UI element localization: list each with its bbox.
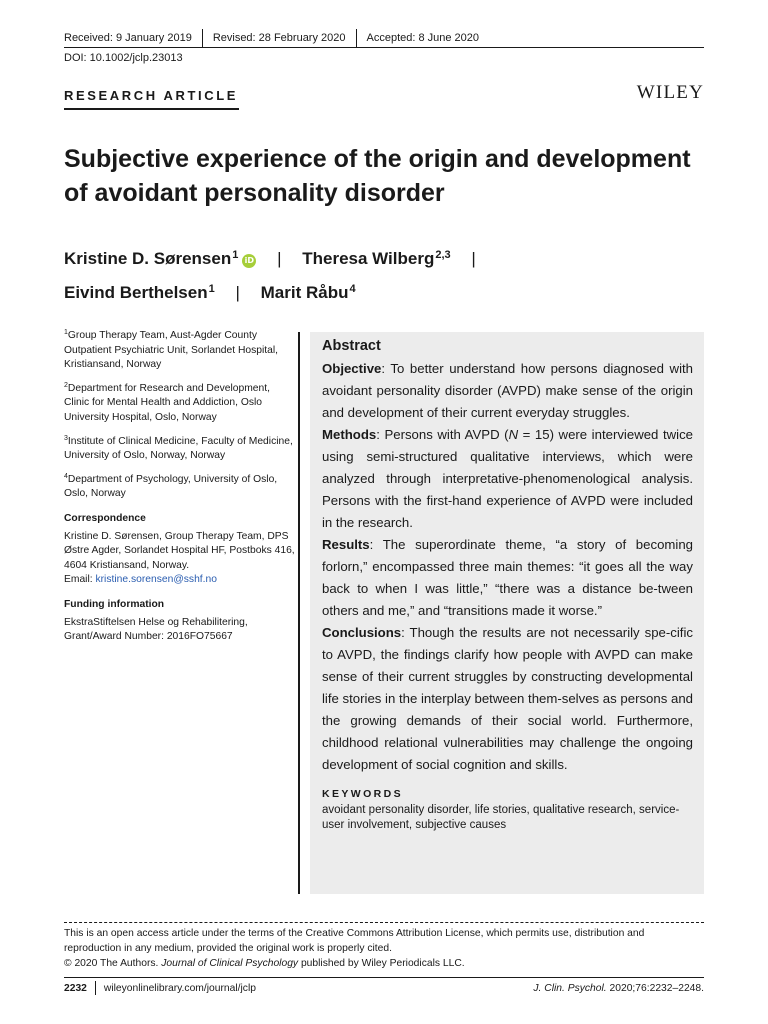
page-number: 2232 [64, 982, 87, 994]
license-rule [64, 922, 704, 923]
author-affiliation-marker: 1 [208, 283, 215, 295]
funding-heading: Funding information [64, 598, 165, 610]
citation: J. Clin. Psychol. 2020;76:2232–2248. [533, 982, 704, 994]
page-footer [64, 981, 704, 995]
author-name[interactable]: Theresa Wilberg [302, 249, 435, 268]
abstract-objective: Objective: To better understand how persons diagnosed with avoidant personality disorder (AVPD) make sense of the origin and development of their current everyday struggles. [322, 361, 693, 420]
author-name[interactable]: Kristine D. Sørensen [64, 249, 232, 268]
affiliations-column [64, 326, 296, 651]
abstract-conclusions: Conclusions: Though the results are not necessarily spe-cific to AVPD, the findings clarify how people with AVPD can make sense of their current struggles by constructing developmental life stories in the interplay between them-selves as persons and the growing demands of their social world. Furthermore, childhood relational vulnerabilities may challenge the ongoing development of social cognition and skills. [322, 625, 693, 772]
keywords-list: avoidant personality disorder, life stories, qualitative research, service-user involvement, subjective causes [322, 804, 680, 831]
affiliation: $^3$Institute of Clinical Medicine, Faculty of Medicine, University of Oslo, Norway, Norway [64, 434, 293, 462]
accepted-date: Accepted: 8 June 2020 [366, 32, 480, 44]
doi: DOI: 10.1002/jclp.23013 [64, 52, 183, 64]
abstract-heading: Abstract [322, 338, 381, 354]
author-list: Kristine D. Sørensen$^1$ iD | Theresa Wilberg$^{2,3}$ | Eivind Berthelsen$^1$ | Marit Råbu$^4$ [64, 249, 476, 302]
article-type: RESEARCH ARTICLE [64, 88, 239, 103]
abstract-results: Results: The superordinate theme, “a story of becoming forlorn,” encompassed three main themes: “it goes all the way back to when I was little,” “there was a distance be-tween others and me,” and “transitions made it worse.” [322, 537, 693, 618]
author-name[interactable]: Eivind Berthelsen [64, 283, 208, 302]
header-rule [64, 47, 704, 48]
copyright-line: © 2020 The Authors. Journal of Clinical Psychology published by Wiley Periodicals LLC. [64, 958, 465, 969]
affiliation: $^4$Department of Psychology, University of Oslo, Oslo, Norway [64, 472, 278, 500]
received-date: Received: 9 January 2019 [64, 32, 192, 44]
publisher-logo: WILEY [636, 82, 704, 103]
author-affiliation-marker: 1 [232, 249, 239, 261]
orcid-icon[interactable]: iD [242, 254, 256, 268]
date-divider [356, 29, 357, 47]
article-type-underline [64, 108, 239, 110]
abstract-body [322, 358, 693, 776]
correspondence-text: Kristine D. Sørensen, Group Therapy Team, DPS Østre Agder, Sorlandet Hospital HF, Postboks 416, 4604 Kristiansand, Norway. Email: kristine.sorensen@sshf.no [64, 530, 295, 586]
article-dates [64, 28, 704, 48]
abstract-divider [298, 332, 300, 894]
affiliation: $^2$Department for Research and Development, Clinic for Mental Health and Addiction, Oslo University Hospital, Oslo, Norway [64, 381, 270, 423]
license-note: This is an open access article under the terms of the Creative Commons Attribution License, which permits use, distribution and reproduction in any medium, provided the original work is properly cited. © 2020 The Authors. Journal of Clinical Psychology published by Wiley Periodicals LLC. [64, 926, 704, 971]
correspondence-heading: Correspondence [64, 512, 146, 524]
affiliation: $^1$Group Therapy Team, Aust-Agder County Outpatient Psychiatric Unit, Sorlandet Hospital, Kristiansand, Norway [64, 329, 279, 371]
abstract-methods: Methods: Persons with AVPD (N = 15) were interviewed twice using semi-structured qualitative interviews, which were analyzed through interpretative-phenomenological analysis. Persons with the first-hand experience of AVPD were included in the research. [322, 427, 693, 530]
footer-divider [95, 981, 96, 995]
correspondence-email-link[interactable]: kristine.sorensen@sshf.no [95, 574, 217, 586]
journal-url-link[interactable]: wileyonlinelibrary.com/journal/jclp [103, 982, 256, 994]
revised-date: Revised: 28 February 2020 [212, 32, 346, 44]
footer-rule [64, 977, 704, 978]
author-name[interactable]: Marit Råbu [260, 283, 349, 302]
keywords-heading: KEYWORDS [322, 788, 404, 800]
article-title: Subjective experience of the origin and development of avoidant personality disorder [64, 145, 691, 207]
date-divider [202, 29, 203, 47]
funding-text: EkstraStiftelsen Helse og Rehabilitering, Grant/Award Number: 2016FO75667 [64, 616, 248, 643]
author-affiliation-marker: 4 [349, 283, 356, 295]
abstract-panel [310, 332, 704, 894]
author-affiliation-marker: 2,3 [435, 249, 451, 261]
